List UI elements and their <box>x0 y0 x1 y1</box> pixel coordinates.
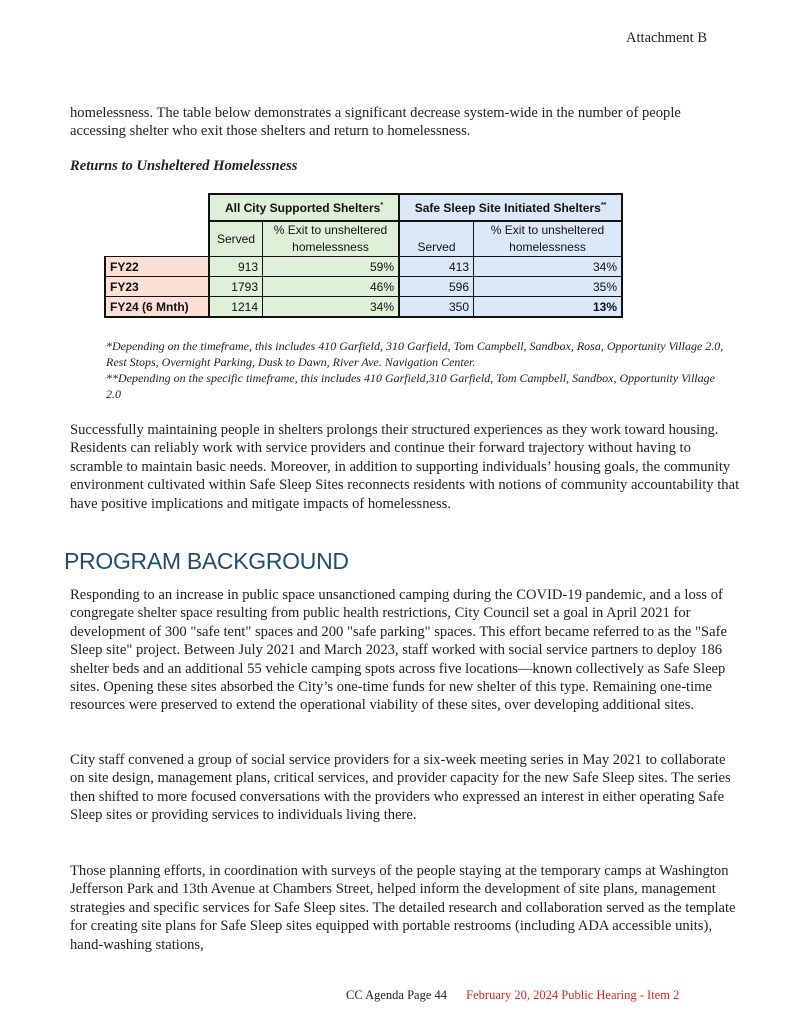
subheader-served: Served <box>209 221 263 257</box>
table-caption: Returns to Unsheltered Homelessness <box>70 158 298 174</box>
subheader-exit-pct: % Exit to unsheltered homelessness <box>474 221 623 257</box>
subheader-exit-pct: % Exit to unsheltered homelessness <box>263 221 400 257</box>
section-heading: PROGRAM BACKGROUND <box>64 548 349 574</box>
row-label: FY24 (6 Mnth) <box>105 297 209 318</box>
cell-value: 59% <box>263 257 400 277</box>
cell-value: 1214 <box>209 297 263 318</box>
page-number: CC Agenda Page 44 <box>346 988 448 1002</box>
paragraph: Those planning efforts, in coordination with surveys of the people staying at the temporary camps at Washington Jefferson Park and 13th Avenue at Chambers Street, helped inform the development of site plans, management strategies and specific services for Safe Sleep sites. The detailed research and collaboration served as the template for creating site plans for Safe Sleep sites equipped with portable restrooms (including ADA accessible units), hand-washing stations, <box>70 863 736 953</box>
group-header-all-city: All City Supported Shelters* <box>209 194 399 221</box>
subheader-served: Served <box>399 221 474 257</box>
page-footer <box>346 988 679 1003</box>
table-corner <box>105 194 209 257</box>
paragraph: City staff convened a group of social service providers for a six-week meeting series in May 2021 to collaborate on site design, management plans, critical services, and provider capacity for the new Safe Sleep sites. The series then shifted to more focused conversations with the providers who expressed an interest in either operating Safe Sleep sites or providing services to individuals living there. <box>70 752 731 824</box>
cell-value: 350 <box>399 297 474 318</box>
cell-value: 1793 <box>209 277 263 297</box>
cell-value: 35% <box>474 277 623 297</box>
row-label: FY23 <box>105 277 209 297</box>
group-header-safe-sleep: Safe Sleep Site Initiated Shelters** <box>399 194 622 221</box>
footnote: *Depending on the timeframe, this includes 410 Garfield, 310 Garfield, Tom Campbell, Sandbox, Rosa, Opportunity Village 2.0, Rest Stops, Overnight Parking, Dusk to Dawn, River Ave. Navigation Center. <box>106 339 724 369</box>
cell-value: 34% <box>263 297 400 318</box>
table-row <box>105 277 622 297</box>
meeting-label: February 20, 2024 Public Hearing - Item 2 <box>466 988 680 1002</box>
row-label: FY22 <box>105 257 209 277</box>
cell-value: 34% <box>474 257 623 277</box>
table-row <box>105 297 622 318</box>
paragraph: Successfully maintaining people in shelters prolongs their structured experiences as they work toward housing. Residents can reliably work with service providers and continue their forward trajectory without having to scramble to maintain basic needs. Moreover, in addition to supporting individuals’ housing goals, the community environment cultivated within Safe Sleep Sites reconnects residents with notions of community accountability that have positive implications and mitigate impacts of homelessness. <box>70 422 740 512</box>
cell-value: 46% <box>263 277 400 297</box>
returns-table <box>104 193 623 318</box>
cell-value: 596 <box>399 277 474 297</box>
cell-value: 13% <box>474 297 623 318</box>
paragraph: Responding to an increase in public space unsanctioned camping during the COVID-19 pandemic, and a loss of congregate shelter space resulting from public health restrictions, City Council set a goal in April 2021 for development of 300 "safe tent" spaces and 200 "safe parking" spaces. This effort became referred to as the "Safe Sleep site" project. Between July 2021 and March 2023, staff worked with social service partners to deploy 186 shelter beds and an additional 55 vehicle camping spots across five locations—known collectively as Safe Sleep sites. Opening these sites absorbed the City’s one-time funds for new shelter of this type. Remaining one-time resources were preserved to extend the operational viability of these sites, over developing additional sites. <box>70 587 727 714</box>
footnote: **Depending on the specific timeframe, this includes 410 Garfield,310 Garfield, Tom Campbell, Sandbox, Opportunity Village 2.0 <box>106 371 715 401</box>
intro-paragraph: homelessness. The table below demonstrates a significant decrease system-wide in the number of people accessing shelter who exit those shelters and return to homelessness. <box>70 105 681 140</box>
table-row <box>105 257 622 277</box>
table-footnotes <box>106 338 726 402</box>
cell-value: 913 <box>209 257 263 277</box>
cell-value: 413 <box>399 257 474 277</box>
attachment-label: Attachment B <box>626 30 707 46</box>
